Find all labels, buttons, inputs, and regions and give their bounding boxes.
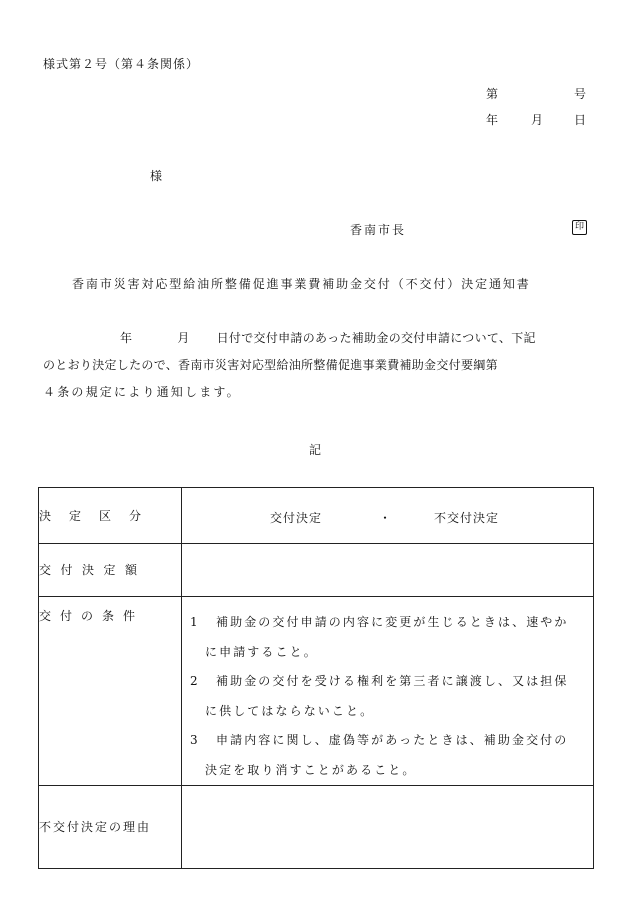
- list-item-continuation: に供してはならないこと。: [205, 703, 375, 718]
- body-line-1: [43, 325, 591, 352]
- option-grant: 交付決定: [270, 511, 323, 525]
- document-number-suffix: 号: [574, 87, 587, 101]
- list-item: 1 補助金の交付申請の内容に変更が生じるときは、速やか: [190, 615, 569, 629]
- seal-char: 印: [574, 222, 584, 232]
- conditions-list: [182, 597, 593, 785]
- no-grant-reason-label: 不交付決定の理由: [39, 820, 152, 834]
- decision-table: [38, 487, 594, 869]
- grant-amount-value: [182, 544, 594, 597]
- grant-amount-label: 交付決定額: [39, 563, 147, 577]
- label-cell: [39, 786, 182, 869]
- date-month-label: 月: [531, 113, 544, 127]
- conditions-cell: [182, 597, 594, 786]
- list-item: 2 補助金の交付を受ける権利を第三者に譲渡し、又は担保: [190, 674, 569, 688]
- addressee-suffix: 様: [150, 169, 163, 183]
- ki-heading: 記: [309, 443, 322, 457]
- sender-name: 香南市長: [350, 223, 407, 237]
- body-month-label: 月: [177, 331, 190, 345]
- list-item-continuation: に申請すること。: [205, 644, 318, 659]
- label-cell: [39, 488, 182, 544]
- decision-options-cell: [182, 488, 594, 544]
- body-line-1-text: 日付で交付申請のあった補助金の交付申請について、下記: [216, 331, 536, 345]
- label-cell: [39, 544, 182, 597]
- body-line-2: のとおり決定したので、香南市災害対応型給油所整備促進事業費補助金交付要綱第: [43, 358, 498, 372]
- grant-conditions-label: 交付の条件: [39, 609, 145, 623]
- seal-stamp-icon: [572, 220, 587, 235]
- option-no-grant: 不交付決定: [434, 511, 500, 525]
- table-row: [39, 597, 594, 786]
- date-day-label: 日: [574, 113, 587, 127]
- notice-body: [43, 325, 591, 406]
- date-year-label: 年: [486, 113, 499, 127]
- decision-category-label: 決定区分: [39, 509, 160, 523]
- option-separator: ・: [379, 511, 392, 525]
- table-row: [39, 544, 594, 597]
- list-item-continuation: 決定を取り消すことがあること。: [205, 762, 417, 777]
- document-title: 香南市災害対応型給油所整備促進事業費補助金交付（不交付）決定通知書: [72, 277, 531, 291]
- label-cell: [39, 597, 182, 786]
- form-number-label: 様式第２号（第４条関係）: [43, 57, 200, 71]
- body-year-label: 年: [120, 331, 133, 345]
- table-row: [39, 488, 594, 544]
- document-number-prefix: 第: [486, 87, 499, 101]
- table-row: [39, 786, 594, 869]
- no-grant-reason-value: [182, 786, 594, 869]
- list-item: 3 申請内容に関し、虚偽等があったときは、補助金交付の: [190, 733, 569, 747]
- body-line-3: ４条の規定により通知します。: [43, 385, 241, 399]
